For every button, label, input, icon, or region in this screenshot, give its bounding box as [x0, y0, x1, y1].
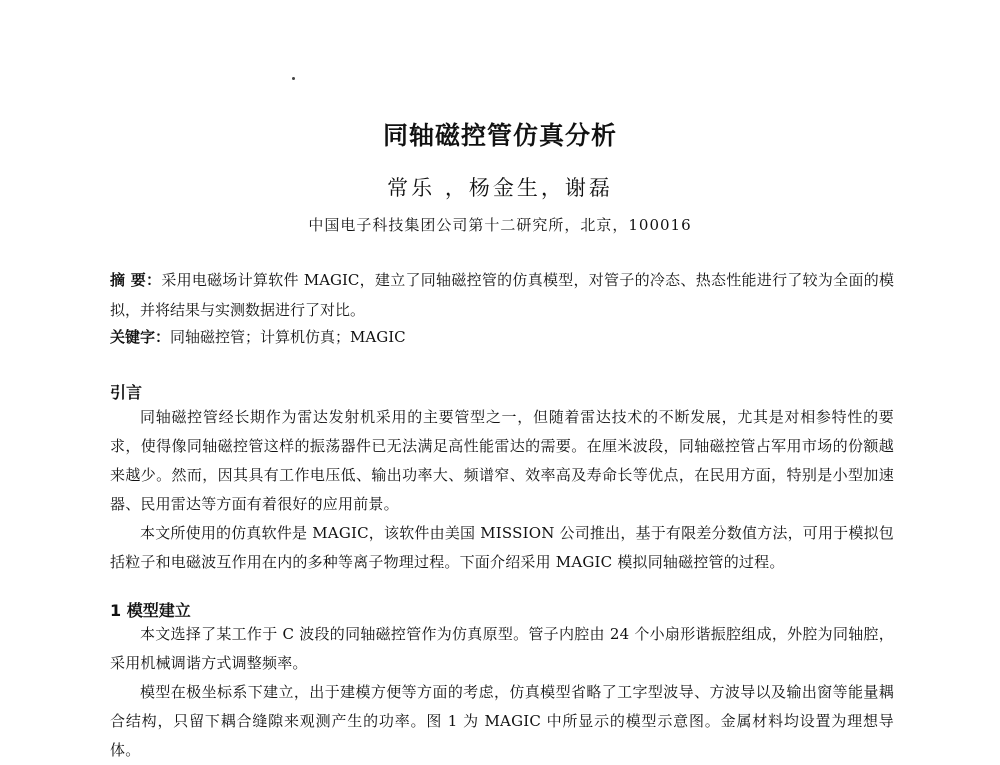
scan-speck [292, 77, 295, 80]
abstract-text: 采用电磁场计算软件 MAGIC，建立了同轴磁控管的仿真模型，对管子的冷态、热态性能进行了较为全面的模拟，并将结果与实测数据进行了对比。 [110, 271, 894, 319]
paper-authors: 常乐 ，杨金生，谢磊 [387, 176, 613, 200]
intro-paragraph-1: 同轴磁控管经长期作为雷达发射机采用的主要管型之一，但随着雷达技术的不断发展，尤其是对相参特性的要求，使得像同轴磁控管这样的振荡器件已无法满足高性能雷达的需要。在厘米波段，同轴磁控管占军用市场的份额越来越少。然而，因其具有工作电压低、输出功率大、频谱窄、效率高及寿命长等优点，在民用方面，特别是小型加速器、民用雷达等方面有着很好的应用前景。 [110, 408, 894, 513]
section-heading-intro: 引言 [110, 383, 143, 402]
paper-title: 同轴磁控管仿真分析 [382, 121, 617, 150]
section-heading-model: 1 模型建立 [110, 601, 191, 620]
model-paragraph-2: 模型在极坐标系下建立，出于建模方便等方面的考虑，仿真模型省略了工字型波导、方波导以及输出窗等能量耦合结构，只留下耦合缝隙来观测产生的功率。图 1 为 MAGIC 中所显示的模型示意图。金属材料均设置为理想导体。 [110, 683, 894, 759]
keywords-label: 关键字： [110, 328, 171, 346]
abstract [110, 265, 894, 325]
paper-affiliation: 中国电子科技集团公司第十二研究所，北京，100016 [308, 216, 692, 234]
abstract-label: 摘 要： [110, 271, 162, 289]
keywords [110, 322, 894, 352]
keywords-text: 同轴磁控管；计算机仿真；MAGIC [170, 328, 406, 346]
model-paragraph-1: 本文选择了某工作于 C 波段的同轴磁控管作为仿真原型。管子内腔由 24 个小扇形谐振腔组成，外腔为同轴腔，采用机械调谐方式调整频率。 [110, 625, 894, 672]
intro-paragraph-2: 本文所使用的仿真软件是 MAGIC，该软件由美国 MISSION 公司推出，基于有限差分数值方法，可用于模拟包括粒子和电磁波互作用在内的多种等离子物理过程。下面介绍采用 MAGIC 模拟同轴磁控管的过程。 [110, 524, 894, 571]
